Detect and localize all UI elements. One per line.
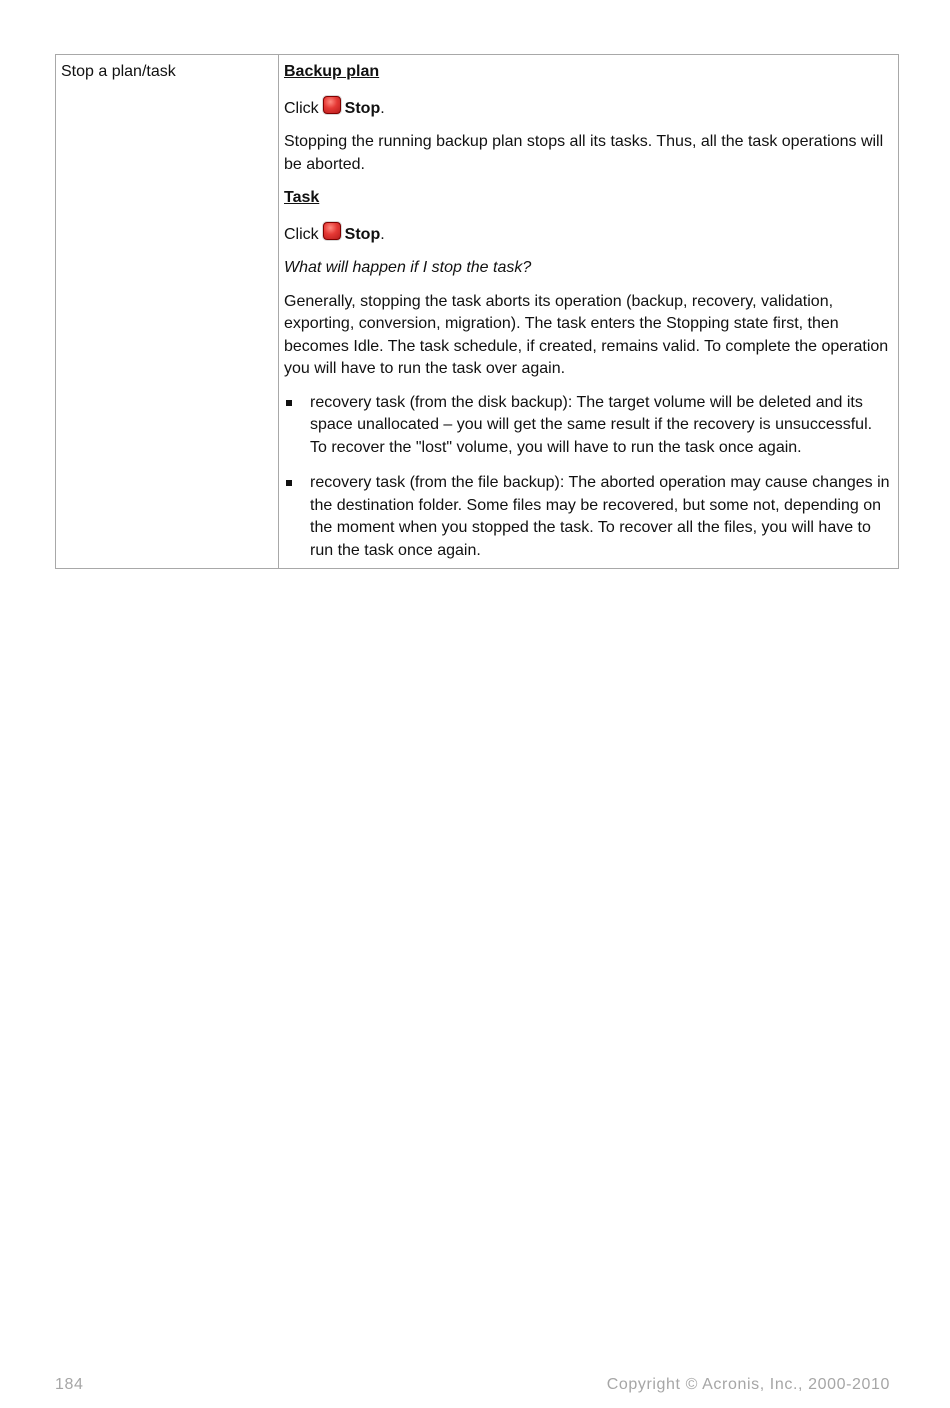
- backup-plan-description: Stopping the running backup plan stops all its tasks. Thus, all the task operations will be aborted.: [284, 133, 884, 173]
- table-row: [56, 55, 899, 569]
- square-bullet-icon: [286, 480, 292, 486]
- copyright-notice: Copyright © Acronis, Inc., 2000-2010: [606, 1376, 890, 1393]
- task-question: What will happen if I stop the task?: [284, 259, 532, 276]
- click-text: Click: [284, 99, 319, 117]
- task-description: Generally, stopping the task aborts its operation (backup, recovery, validation, exporting, conversion, migration). The task enters the Stopping state first, then becomes Idle. The task schedule, if created, remains valid. To complete the operation you will have to run the task over again.: [284, 292, 889, 377]
- page-number: 184: [55, 1376, 84, 1393]
- description-cell: [279, 55, 899, 569]
- list-item: [284, 472, 892, 562]
- action-cell: [56, 55, 279, 569]
- list-item-text: recovery task (from the disk backup): The target volume will be deleted and its space unallocated – you will get the same result if the recovery is unsuccessful. To recover the "lost" volume, you will have to run the task once again.: [310, 393, 873, 456]
- stop-suffix: .: [380, 225, 385, 243]
- stop-label: Stop: [344, 99, 381, 117]
- stop-icon: [323, 222, 341, 240]
- square-bullet-icon: [286, 400, 292, 406]
- stop-suffix: .: [380, 99, 385, 117]
- stop-icon: [323, 96, 341, 114]
- backup-plan-heading: Backup plan: [284, 63, 380, 80]
- action-label: Stop a plan/task: [61, 63, 176, 80]
- task-heading: Task: [284, 189, 320, 206]
- click-text: Click: [284, 225, 319, 243]
- backup-plan-instruction: [284, 96, 892, 121]
- task-instruction: [284, 222, 892, 247]
- stop-label: Stop: [344, 225, 381, 243]
- actions-table: [55, 54, 899, 569]
- list-item-text: recovery task (from the file backup): The aborted operation may cause changes in the destination folder. Some files may be recovered, but some not, depending on the moment when you stopped the task. To recover all the files, you will have to run the task once again.: [310, 474, 890, 559]
- list-item: [284, 392, 892, 460]
- task-bullet-list: [284, 392, 892, 563]
